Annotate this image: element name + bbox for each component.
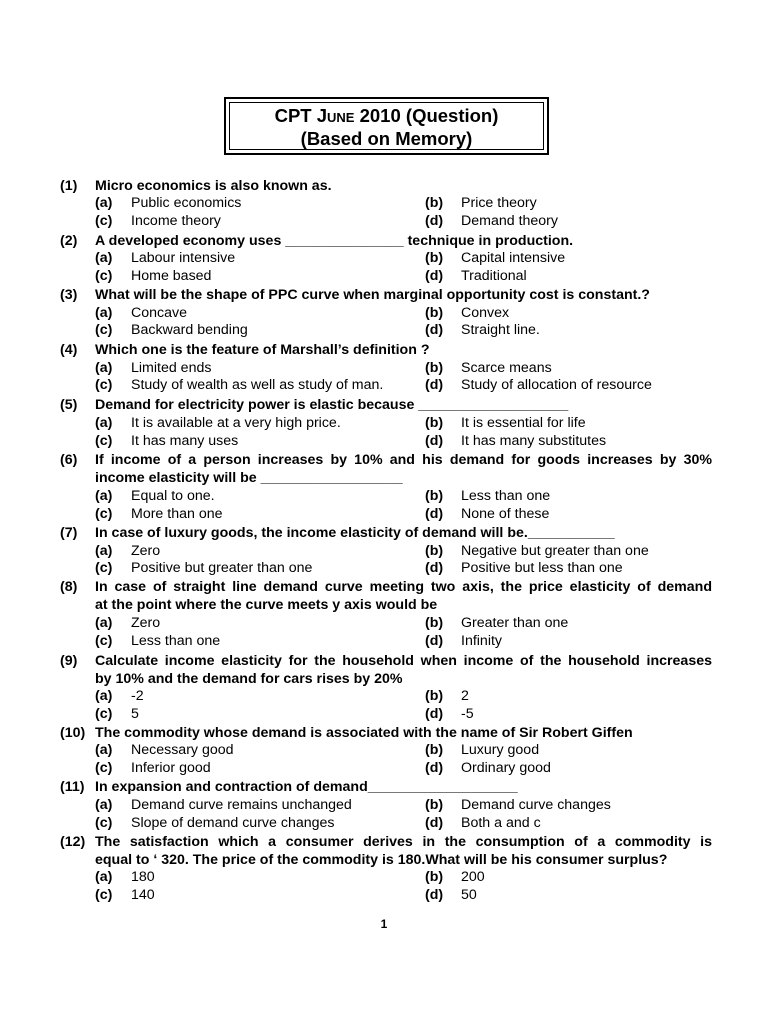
option-label-a: (a) xyxy=(95,688,113,704)
option-label-d: (d) xyxy=(425,377,444,393)
option-label-d: (d) xyxy=(425,887,444,903)
option-label-d: (d) xyxy=(425,433,444,449)
option-a: Labour intensive xyxy=(131,250,236,266)
question-text: Micro economics is also known as. xyxy=(95,178,332,194)
option-label-c: (c) xyxy=(95,706,113,722)
option-label-b: (b) xyxy=(425,688,444,704)
option-label-b: (b) xyxy=(425,415,444,431)
question-text: The commodity whose demand is associated with the name of Sir Robert Giffen xyxy=(95,725,633,741)
question-text: If income of a person increases by 10% and his demand for goods increases by 30% xyxy=(95,452,712,468)
question-text: Which one is the feature of Marshall’s definition ? xyxy=(95,342,430,358)
title-part-smallcaps: UNE xyxy=(327,110,355,125)
question-text: Calculate income elasticity for the household when income of the household increases xyxy=(95,653,712,669)
option-c: 5 xyxy=(131,706,139,722)
title-line-2: (Based on Memory) xyxy=(300,128,473,149)
title-box xyxy=(224,97,549,155)
option-label-c: (c) xyxy=(95,433,113,449)
option-d: -5 xyxy=(461,706,474,722)
question-number: (12) xyxy=(60,834,86,850)
question-number: (6) xyxy=(60,452,78,468)
option-label-b: (b) xyxy=(425,488,444,504)
option-d: Both a and c xyxy=(461,815,541,831)
option-c: Less than one xyxy=(131,633,221,649)
option-label-d: (d) xyxy=(425,633,444,649)
option-b: 200 xyxy=(461,869,485,885)
question-number: (9) xyxy=(60,653,78,669)
option-b: 2 xyxy=(461,688,469,704)
option-label-c: (c) xyxy=(95,633,113,649)
question-number: (1) xyxy=(60,178,78,194)
option-label-c: (c) xyxy=(95,760,113,776)
option-b: Capital intensive xyxy=(461,250,566,266)
option-label-a: (a) xyxy=(95,797,113,813)
option-label-a: (a) xyxy=(95,869,113,885)
option-label-c: (c) xyxy=(95,560,113,576)
option-c: Inferior good xyxy=(131,760,211,776)
option-d: Demand theory xyxy=(461,213,558,229)
title-part-b: 2010 (Question) xyxy=(354,105,499,126)
question-text: What will be the shape of PPC curve when marginal opportunity cost is constant.? xyxy=(95,287,650,303)
question-number: (4) xyxy=(60,342,78,358)
option-b: Negative but greater than one xyxy=(461,543,649,559)
option-label-c: (c) xyxy=(95,887,113,903)
option-a: It is available at a very high price. xyxy=(131,415,341,431)
option-d: Traditional xyxy=(461,268,527,284)
option-c: Backward bending xyxy=(131,322,248,338)
question-text: In case of luxury goods, the income elasticity of demand will be.___________ xyxy=(95,525,615,541)
option-label-b: (b) xyxy=(425,195,444,211)
option-label-c: (c) xyxy=(95,213,113,229)
option-label-d: (d) xyxy=(425,213,444,229)
option-label-a: (a) xyxy=(95,360,113,376)
option-c: Home based xyxy=(131,268,212,284)
option-a: Public economics xyxy=(131,195,242,211)
option-label-a: (a) xyxy=(95,415,113,431)
question-text: A developed economy uses _______________ technique in production. xyxy=(95,233,574,249)
option-a: Demand curve remains unchanged xyxy=(131,797,352,813)
option-b: Less than one xyxy=(461,488,551,504)
option-label-a: (a) xyxy=(95,305,113,321)
option-c: Study of wealth as well as study of man. xyxy=(131,377,384,393)
option-a: Limited ends xyxy=(131,360,212,376)
option-b: Scarce means xyxy=(461,360,552,376)
question-text: The satisfaction which a consumer derives in the consumption of a commodity is xyxy=(95,834,712,850)
option-label-d: (d) xyxy=(425,760,444,776)
option-d: Study of allocation of resource xyxy=(461,377,652,393)
option-d: Straight line. xyxy=(461,322,540,338)
option-b: Luxury good xyxy=(461,742,540,758)
option-b: Demand curve changes xyxy=(461,797,611,813)
option-d: None of these xyxy=(461,506,550,522)
option-label-c: (c) xyxy=(95,322,113,338)
option-label-a: (a) xyxy=(95,250,113,266)
option-label-b: (b) xyxy=(425,305,444,321)
question-text: In expansion and contraction of demand___________________ xyxy=(95,779,518,795)
option-d: Ordinary good xyxy=(461,760,551,776)
question-text-continued: equal to ‘ 320. The price of the commodity is 180.What will be his consumer surplus? xyxy=(95,852,668,868)
option-a: 180 xyxy=(131,869,155,885)
option-c: Slope of demand curve changes xyxy=(131,815,335,831)
option-label-c: (c) xyxy=(95,815,113,831)
option-label-b: (b) xyxy=(425,615,444,631)
option-d: 50 xyxy=(461,887,477,903)
question-number: (2) xyxy=(60,233,78,249)
option-d: Positive but less than one xyxy=(461,560,623,576)
option-b: Price theory xyxy=(461,195,537,211)
question-text: In case of straight line demand curve meeting two axis, the price elasticity of demand xyxy=(95,579,712,595)
option-label-d: (d) xyxy=(425,560,444,576)
option-label-d: (d) xyxy=(425,815,444,831)
option-c: More than one xyxy=(131,506,223,522)
question-text: Demand for electricity power is elastic because ___________________ xyxy=(95,397,569,413)
option-label-a: (a) xyxy=(95,488,113,504)
title-part-a: CPT J xyxy=(274,105,328,126)
option-a: Zero xyxy=(131,615,161,631)
option-label-c: (c) xyxy=(95,377,113,393)
option-b: It is essential for life xyxy=(461,415,586,431)
option-label-b: (b) xyxy=(425,742,444,758)
question-number: (3) xyxy=(60,287,78,303)
option-c: It has many uses xyxy=(131,433,239,449)
option-a: Concave xyxy=(131,305,187,321)
question-number: (11) xyxy=(60,779,85,795)
option-a: Necessary good xyxy=(131,742,234,758)
question-number: (10) xyxy=(60,725,86,741)
option-c: 140 xyxy=(131,887,155,903)
option-label-d: (d) xyxy=(425,506,444,522)
option-label-a: (a) xyxy=(95,543,113,559)
option-label-b: (b) xyxy=(425,869,444,885)
option-b: Greater than one xyxy=(461,615,569,631)
option-label-c: (c) xyxy=(95,506,113,522)
option-c: Positive but greater than one xyxy=(131,560,313,576)
question-text-continued: at the point where the curve meets y axis would be xyxy=(95,597,438,613)
option-b: Convex xyxy=(461,305,510,321)
question-number: (7) xyxy=(60,525,78,541)
option-label-b: (b) xyxy=(425,250,444,266)
question-text-continued: income elasticity will be __________________ xyxy=(95,470,403,486)
option-a: -2 xyxy=(131,688,144,704)
option-a: Zero xyxy=(131,543,161,559)
question-number: (5) xyxy=(60,397,78,413)
option-label-c: (c) xyxy=(95,268,113,284)
option-label-a: (a) xyxy=(95,195,113,211)
title-line-1 xyxy=(226,105,547,127)
option-label-a: (a) xyxy=(95,615,113,631)
option-label-d: (d) xyxy=(425,268,444,284)
option-d: Infinity xyxy=(461,633,503,649)
option-label-b: (b) xyxy=(425,360,444,376)
option-label-a: (a) xyxy=(95,742,113,758)
option-label-d: (d) xyxy=(425,706,444,722)
option-label-b: (b) xyxy=(425,797,444,813)
option-c: Income theory xyxy=(131,213,221,229)
option-label-d: (d) xyxy=(425,322,444,338)
option-a: Equal to one. xyxy=(131,488,215,504)
option-d: It has many substitutes xyxy=(461,433,607,449)
page-number: 1 xyxy=(380,917,388,931)
question-text-continued: by 10% and the demand for cars rises by 20% xyxy=(95,671,403,687)
option-label-b: (b) xyxy=(425,543,444,559)
question-number: (8) xyxy=(60,579,78,595)
